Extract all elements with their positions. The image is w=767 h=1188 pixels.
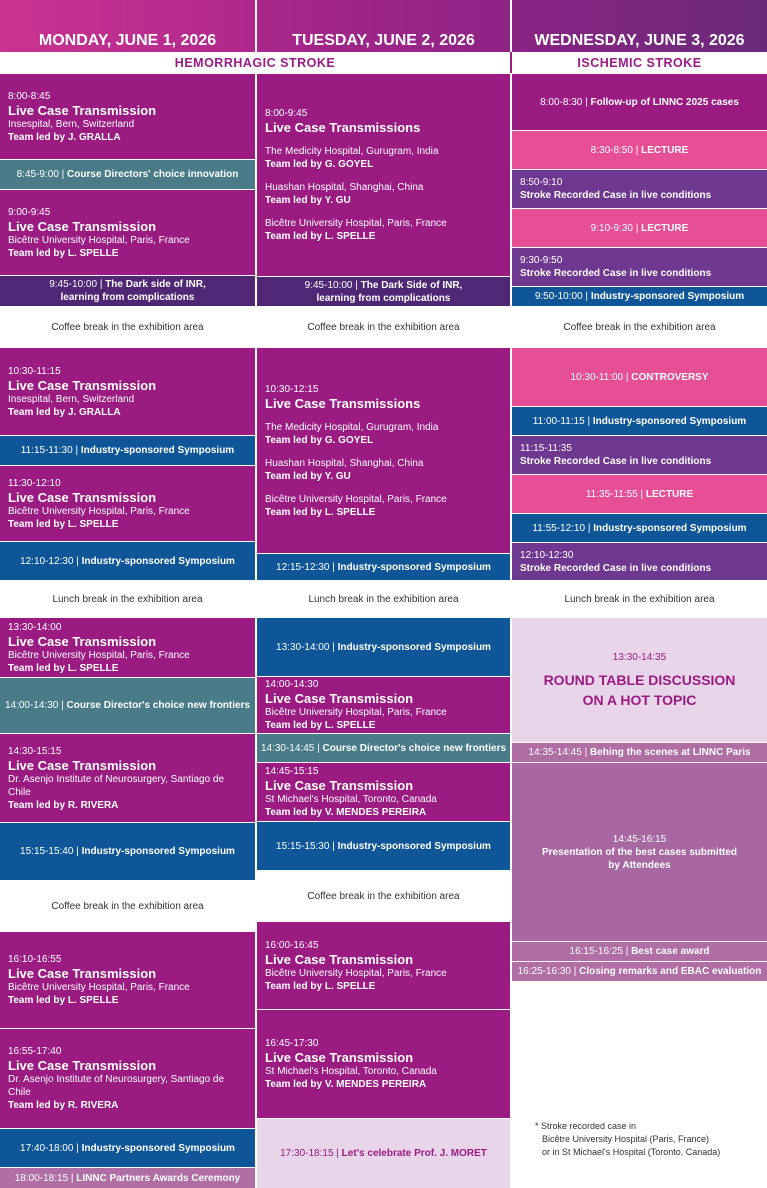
- session-title: Live Case Transmission: [8, 489, 157, 505]
- session-time: 8:45-9:00 |: [16, 169, 65, 180]
- wed-session-0850[interactable]: [512, 170, 767, 208]
- mon-session-0845[interactable]: [0, 160, 255, 189]
- wed-session-1115[interactable]: [512, 436, 767, 474]
- wed-session-1445[interactable]: [512, 763, 767, 941]
- session-time: 15:15-15:30 |: [276, 840, 335, 852]
- session-time: 11:00-11:15 |: [532, 415, 591, 427]
- session-time: 17:40-18:00 |: [20, 1142, 79, 1154]
- session-venue: Dr. Asenjo Institute of Neurosurgery, Santiago de Chile: [8, 1074, 225, 1098]
- session-venue: Dr. Asenjo Institute of Neurosurgery, Santiago de Chile: [8, 773, 225, 798]
- session-venue: Bicêtre University Hospital, Paris, France: [265, 707, 447, 718]
- wed-session-1210[interactable]: [512, 543, 767, 580]
- mon-session-1740[interactable]: [0, 1129, 255, 1167]
- session-venue: St Michael's Hospital, Toronto, Canada: [265, 1066, 437, 1077]
- session-title: Industry-sponsored Symposium: [81, 1142, 235, 1154]
- session-title-2: learning from complications: [316, 292, 451, 304]
- session-team: Team led by L. SPELLE: [265, 231, 376, 242]
- session-venue: Bicêtre University Hospital, Paris, France: [8, 234, 190, 246]
- wednesday-header: [512, 0, 767, 52]
- session-title: ROUND TABLE DISCUSSION: [543, 671, 736, 688]
- session-title: Presentation of the best cases submitted: [541, 846, 738, 858]
- session-title: Industry-sponsored Symposium: [80, 445, 235, 456]
- session-title: The Dark side of INR,: [105, 279, 206, 290]
- session-time: 8:50-9:10: [520, 177, 563, 188]
- session-time: 14:45-16:15: [612, 833, 667, 845]
- tue-session-1600[interactable]: [257, 922, 510, 1009]
- wed-session-1155[interactable]: [512, 514, 767, 542]
- session-title: Industry-sponsored Symposium: [337, 840, 491, 852]
- session-time: 16:55-17:40: [8, 1046, 62, 1057]
- session-team: Team led by V. MENDES PEREIRA: [265, 807, 427, 818]
- session-venue: Huashan Hospital, Shanghai, China: [265, 182, 424, 193]
- tue-session-1445[interactable]: [257, 763, 510, 821]
- tue-coffee-break: Coffee break in the exhibition area: [307, 321, 460, 333]
- session-title: Stroke Recorded Case in live conditions: [520, 456, 712, 467]
- session-time: 9:30-9:50: [520, 255, 563, 266]
- day-title: WEDNESDAY, JUNE 3, 2026: [534, 32, 745, 49]
- session-time: 12:15-12:30 |: [276, 561, 335, 573]
- mon-session-1430[interactable]: [0, 734, 255, 822]
- mon-session-1610[interactable]: [0, 932, 255, 1028]
- session-time: 13:30-14:35: [612, 651, 667, 663]
- mon-session-1515[interactable]: [0, 823, 255, 880]
- session-time: 15:15-15:40 |: [20, 846, 79, 857]
- session-title: Stroke Recorded Case in live conditions: [520, 562, 712, 574]
- session-time: 10:30-11:00 |: [570, 371, 629, 383]
- session-time: 10:30-12:15: [265, 383, 319, 395]
- mon-session-1115[interactable]: [0, 436, 255, 465]
- session-team: Team led by L. SPELLE: [265, 506, 376, 518]
- session-team: Team led by R. RIVERA: [8, 1100, 119, 1111]
- session-time: 8:00-8:30 |: [540, 96, 588, 108]
- session-time: 9:00-9:45: [8, 206, 51, 218]
- session-time: 8:30-8:50 |: [590, 144, 639, 156]
- session-team: Team led by L. SPELLE: [8, 518, 119, 530]
- session-title: Behing the scenes at LINNC Paris: [589, 747, 751, 758]
- session-title: Stroke Recorded Case in live conditions: [520, 190, 712, 201]
- session-team: Team led by L. SPELLE: [265, 720, 376, 731]
- tue-session-1030[interactable]: [257, 348, 510, 553]
- session-venue: The Medicity Hospital, Gurugram, India: [265, 146, 439, 157]
- session-team: Team led by Y. GU: [265, 470, 351, 482]
- session-title: Live Case Transmission: [8, 377, 157, 393]
- session-time: 11:15-11:30 |: [20, 445, 79, 456]
- mon-session-1400[interactable]: [0, 678, 255, 733]
- session-title: CONTROVERSY: [631, 371, 709, 383]
- mon-session-1655[interactable]: [0, 1029, 255, 1128]
- tuesday-header: [257, 0, 510, 52]
- session-team: Team led by G. GOYEL: [265, 434, 374, 446]
- session-title: Follow-up of LINNC 2025 cases: [590, 96, 739, 108]
- session-time: 11:30-12:10: [8, 477, 61, 489]
- session-time: 8:00-9:45: [265, 108, 308, 119]
- session-title: Course Director's choice new frontiers: [322, 742, 507, 754]
- session-title: Let's celebrate Prof. J. MORET: [341, 1148, 487, 1159]
- track-ischemic: ISCHEMIC STROKE: [512, 52, 767, 73]
- tue-session-1730[interactable]: [257, 1119, 510, 1188]
- wed-session-0830[interactable]: [512, 131, 767, 169]
- session-venue: Bicêtre University Hospital, Paris, France: [8, 649, 190, 661]
- wed-session-0800[interactable]: [512, 74, 767, 130]
- session-venue: Bicêtre University Hospital, Paris, France: [8, 505, 190, 517]
- wed-session-1135[interactable]: [512, 475, 767, 513]
- session-venue: St Michael's Hospital, Toronto, Canada: [265, 794, 437, 805]
- session-time: 10:30-11:15: [8, 365, 61, 377]
- session-team: Team led by Y. GU: [265, 195, 351, 206]
- footnote: [535, 1120, 765, 1159]
- session-time: 16:00-16:45: [265, 939, 319, 951]
- session-title: Live Case Transmission: [8, 633, 157, 649]
- footnote-line: or in St Michael's Hospital (Toronto, Canada): [542, 1147, 721, 1157]
- session-time: 12:10-12:30 |: [20, 555, 79, 567]
- mon-session-1210[interactable]: [0, 542, 255, 580]
- session-team: Team led by J. GRALLA: [8, 406, 121, 418]
- session-title: Live Case Transmission: [265, 778, 414, 793]
- mon-coffee-break: Coffee break in the exhibition area: [51, 321, 204, 333]
- mon-session-1130[interactable]: [0, 466, 255, 541]
- session-title: Industry-sponsored Symposium: [337, 641, 491, 653]
- session-title: Live Case Transmission: [8, 1058, 157, 1073]
- session-venue: The Medicity Hospital, Gurugram, India: [265, 421, 439, 433]
- wed-session-0910[interactable]: [512, 209, 767, 247]
- session-team: Team led by L. SPELLE: [8, 662, 119, 674]
- session-time: 11:35-11:55 |: [585, 488, 644, 500]
- session-title: Closing remarks and EBAC evaluation: [579, 966, 762, 977]
- session-title: The Dark Side of INR,: [360, 279, 463, 291]
- session-title: Live Case Transmission: [265, 1050, 414, 1065]
- session-title: Course Directors' choice innovation: [67, 169, 239, 180]
- session-time: 14:45-15:15: [265, 766, 319, 777]
- session-venue: Bicêtre University Hospital, Paris, France: [265, 493, 447, 505]
- wed-session-1615[interactable]: [512, 942, 767, 961]
- tue-session-0945[interactable]: [257, 277, 510, 306]
- session-title: Live Case Transmission: [265, 691, 414, 706]
- session-time: 9:10-9:30 |: [590, 222, 639, 234]
- session-time: 9:45-10:00 |: [49, 279, 103, 290]
- session-time: 14:00-14:30: [265, 679, 319, 690]
- wed-session-1435[interactable]: [512, 743, 767, 762]
- wed-coffee-break: Coffee break in the exhibition area: [563, 321, 716, 333]
- day-title: MONDAY, JUNE 1, 2026: [38, 32, 217, 49]
- session-title: Course Director's choice new frontiers: [66, 700, 251, 711]
- session-time: 16:10-16:55: [8, 954, 62, 965]
- session-title: Live Case Transmissions: [265, 395, 421, 411]
- tue-session-1330[interactable]: [257, 618, 510, 676]
- session-title: LECTURE: [641, 222, 689, 234]
- mon-session-0900[interactable]: [0, 190, 255, 275]
- wed-lunch-break: Lunch break in the exhibition area: [564, 593, 715, 605]
- monday-header: [0, 0, 255, 52]
- session-time: 17:30-18:15 |: [280, 1148, 339, 1159]
- session-title: Best case award: [631, 946, 710, 957]
- session-time: 16:45-17:30: [265, 1038, 319, 1049]
- tue-session-1645[interactable]: [257, 1010, 510, 1118]
- track-divider: [510, 52, 512, 73]
- session-time: 11:55-12:10 |: [532, 522, 591, 534]
- session-title: Live Case Transmission: [8, 102, 157, 118]
- session-title: Live Case Transmission: [8, 757, 157, 773]
- wed-session-1100[interactable]: [512, 407, 767, 435]
- session-time: 9:50-10:00 |: [534, 291, 589, 302]
- session-time: 9:45-10:00 |: [304, 279, 358, 291]
- session-team: Team led by V. MENDES PEREIRA: [265, 1079, 427, 1090]
- wed-session-1625[interactable]: [512, 962, 767, 981]
- session-time: 8:00-8:45: [8, 90, 51, 102]
- session-title: LECTURE: [641, 144, 689, 156]
- wed-session-0930[interactable]: [512, 248, 767, 286]
- session-time: 16:15-16:25 |: [569, 946, 629, 957]
- tue-session-1515[interactable]: [257, 822, 510, 870]
- day-title: TUESDAY, JUNE 2, 2026: [292, 32, 475, 49]
- session-time: 11:15-11:35: [520, 443, 572, 454]
- session-venue: Bicêtre University Hospital, Paris, France: [265, 218, 447, 229]
- footnote-line: Bicêtre University Hospital (Paris, France): [542, 1134, 710, 1144]
- session-title: Live Case Transmission: [8, 966, 157, 981]
- session-time: 13:30-14:00: [8, 621, 62, 633]
- session-team: Team led by R. RIVERA: [8, 799, 119, 811]
- session-time: 16:25-16:30 |: [517, 966, 577, 977]
- session-time: 12:10-12:30: [520, 549, 574, 561]
- session-team: Team led by L. SPELLE: [8, 995, 119, 1006]
- tue-lunch-break: Lunch break in the exhibition area: [308, 593, 459, 605]
- session-title: Industry-sponsored Symposium: [337, 561, 491, 573]
- mon-lunch-break: Lunch break in the exhibition area: [52, 593, 203, 605]
- session-time: 14:30-15:15: [8, 745, 62, 757]
- session-team: Team led by L. SPELLE: [265, 980, 376, 992]
- session-title: LINNC Partners Awards Ceremony: [76, 1172, 241, 1184]
- footnote-line: * Stroke recorded case in: [535, 1121, 637, 1131]
- session-time: 18:00-18:15 |: [14, 1172, 74, 1184]
- track-hemorrhagic: HEMORRHAGIC STROKE: [0, 52, 510, 73]
- wed-session-1030[interactable]: [512, 348, 767, 406]
- session-title: Live Case Transmissions: [265, 120, 421, 135]
- session-title: Stroke Recorded Case in live conditions: [520, 268, 712, 279]
- session-venue: Huashan Hospital, Shanghai, China: [265, 457, 424, 469]
- session-title-2: learning from complications: [60, 292, 195, 303]
- session-venue: Bicêtre University Hospital, Paris, France: [8, 982, 190, 993]
- mon-session-1800[interactable]: [0, 1168, 255, 1188]
- session-venue: Bicêtre University Hospital, Paris, France: [265, 967, 447, 979]
- tue-session-1215[interactable]: [257, 554, 510, 580]
- session-title: Industry-sponsored Symposium: [81, 846, 235, 857]
- session-title: Industry-sponsored Symposium: [592, 415, 747, 427]
- tue-session-1400[interactable]: [257, 677, 510, 733]
- mon-session-0945[interactable]: [0, 276, 255, 306]
- session-title: Industry-sponsored Symposium: [590, 291, 745, 302]
- session-team: Team led by G. GOYEL: [265, 159, 374, 170]
- session-team: Team led by J. GRALLA: [8, 131, 121, 143]
- session-title-2: ON A HOT TOPIC: [582, 691, 697, 708]
- session-title: LECTURE: [645, 488, 694, 500]
- wed-session-1330[interactable]: [512, 618, 767, 742]
- session-title: Live Case Transmission: [265, 951, 414, 967]
- mon-session-1030[interactable]: [0, 348, 255, 435]
- mon-session-1330[interactable]: [0, 618, 255, 677]
- session-venue: Insespital, Bern, Switzerland: [8, 393, 135, 405]
- session-time: 14:00-14:30 |: [4, 700, 64, 711]
- mon-session-0800[interactable]: [0, 74, 255, 159]
- session-time: 13:30-14:00 |: [276, 641, 335, 653]
- session-team: Team led by L. SPELLE: [8, 247, 119, 259]
- tue-session-1430[interactable]: [257, 734, 510, 762]
- wed-session-0950[interactable]: [512, 287, 767, 306]
- session-title: Live Case Transmission: [8, 218, 157, 234]
- session-time: 14:35-14:45 |: [528, 747, 588, 758]
- tue-coffee-break-2: Coffee break in the exhibition area: [307, 890, 460, 902]
- session-venue: Insespital, Bern, Switzerland: [8, 118, 135, 130]
- session-title-2: by Attendees: [608, 859, 671, 871]
- session-time: 14:30-14:45 |: [260, 742, 320, 754]
- mon-coffee-break-2: Coffee break in the exhibition area: [51, 900, 204, 912]
- session-title: Industry-sponsored Symposium: [593, 522, 747, 534]
- tue-session-0800[interactable]: [257, 74, 510, 276]
- session-title: Industry-sponsored Symposium: [81, 555, 235, 567]
